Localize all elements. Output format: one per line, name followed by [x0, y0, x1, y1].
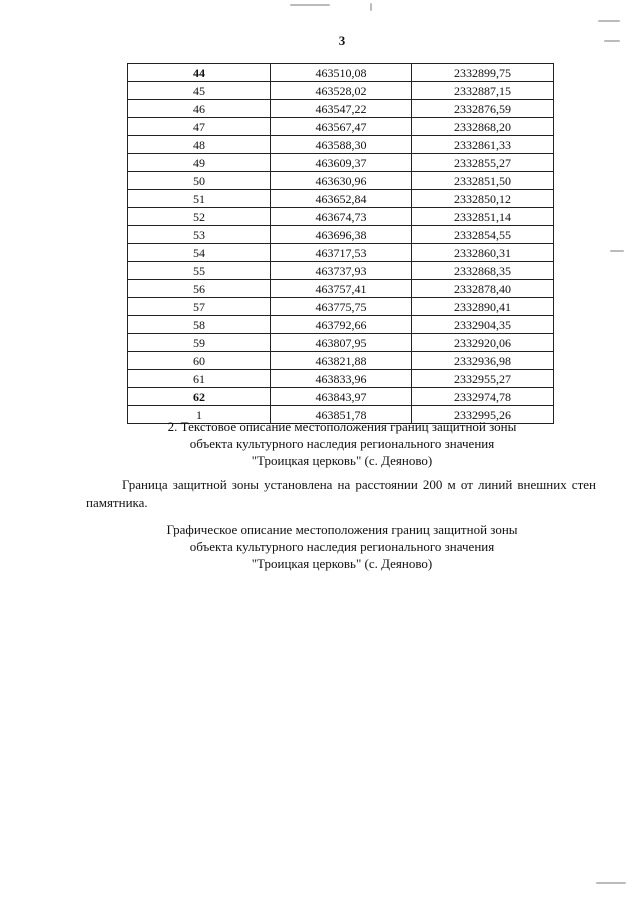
x-coordinate-cell: 463821,88 — [271, 352, 412, 370]
x-coordinate-cell: 463737,93 — [271, 262, 412, 280]
y-coordinate-cell: 2332887,15 — [412, 82, 554, 100]
x-coordinate-cell: 463717,53 — [271, 244, 412, 262]
coordinates-table — [127, 63, 554, 424]
table-row — [128, 190, 554, 208]
x-coordinate-cell: 463696,38 — [271, 226, 412, 244]
boundary-paragraph-line-2: памятника. — [86, 495, 148, 510]
y-coordinate-cell: 2332854,55 — [412, 226, 554, 244]
point-number-cell: 59 — [128, 334, 271, 352]
page-number: 3 — [338, 33, 346, 48]
point-number-cell: 61 — [128, 370, 271, 388]
table-row — [128, 64, 554, 82]
section-3-heading — [60, 521, 624, 572]
boundary-paragraph — [86, 476, 596, 512]
point-number-cell: 55 — [128, 262, 271, 280]
table-row — [128, 316, 554, 334]
x-coordinate-cell: 463757,41 — [271, 280, 412, 298]
table-row — [128, 334, 554, 352]
scan-artifact — [596, 882, 626, 884]
table-row — [128, 100, 554, 118]
scan-artifact — [598, 20, 620, 22]
y-coordinate-cell: 2332899,75 — [412, 64, 554, 82]
point-number-cell: 1 — [128, 406, 271, 424]
y-coordinate-cell: 2332851,14 — [412, 208, 554, 226]
y-coordinate-cell: 2332868,35 — [412, 262, 554, 280]
section-3-heading-line-3: "Троицкая церковь" (с. Деяново) — [251, 556, 433, 571]
scan-artifact — [290, 4, 330, 6]
y-coordinate-cell: 2332878,40 — [412, 280, 554, 298]
point-number-cell: 44 — [128, 64, 271, 82]
table-row — [128, 172, 554, 190]
point-number-cell: 56 — [128, 280, 271, 298]
y-coordinate-cell: 2332860,31 — [412, 244, 554, 262]
y-coordinate-cell: 2332936,98 — [412, 352, 554, 370]
point-number-cell: 57 — [128, 298, 271, 316]
point-number-cell: 58 — [128, 316, 271, 334]
table-row — [128, 154, 554, 172]
scan-artifact — [604, 40, 620, 42]
table-row — [128, 280, 554, 298]
x-coordinate-cell: 463792,66 — [271, 316, 412, 334]
point-number-cell: 51 — [128, 190, 271, 208]
y-coordinate-cell: 2332904,35 — [412, 316, 554, 334]
x-coordinate-cell: 463674,73 — [271, 208, 412, 226]
point-number-cell: 53 — [128, 226, 271, 244]
y-coordinate-cell: 2332955,27 — [412, 370, 554, 388]
x-coordinate-cell: 463833,96 — [271, 370, 412, 388]
table-row — [128, 82, 554, 100]
x-coordinate-cell: 463630,96 — [271, 172, 412, 190]
point-number-cell: 47 — [128, 118, 271, 136]
point-number-cell: 62 — [128, 388, 271, 406]
x-coordinate-cell: 463510,08 — [271, 64, 412, 82]
table-row — [128, 262, 554, 280]
y-coordinate-cell: 2332876,59 — [412, 100, 554, 118]
table-row — [128, 118, 554, 136]
scan-artifact — [370, 3, 372, 11]
point-number-cell: 45 — [128, 82, 271, 100]
table-row — [128, 352, 554, 370]
point-number-cell: 48 — [128, 136, 271, 154]
point-number-cell: 50 — [128, 172, 271, 190]
x-coordinate-cell: 463588,30 — [271, 136, 412, 154]
x-coordinate-cell: 463609,37 — [271, 154, 412, 172]
table-row — [128, 226, 554, 244]
point-number-cell: 49 — [128, 154, 271, 172]
y-coordinate-cell: 2332851,50 — [412, 172, 554, 190]
point-number-cell: 60 — [128, 352, 271, 370]
scan-artifact — [610, 250, 624, 252]
table-row — [128, 136, 554, 154]
y-coordinate-cell: 2332855,27 — [412, 154, 554, 172]
x-coordinate-cell: 463652,84 — [271, 190, 412, 208]
section-2-heading — [60, 418, 624, 469]
y-coordinate-cell: 2332850,12 — [412, 190, 554, 208]
table-row — [128, 298, 554, 316]
x-coordinate-cell: 463547,22 — [271, 100, 412, 118]
x-coordinate-cell: 463775,75 — [271, 298, 412, 316]
table-row — [128, 208, 554, 226]
y-coordinate-cell: 2332995,26 — [412, 406, 554, 424]
boundary-paragraph-line-1: Граница защитной зоны установлена на расстоянии 200 м от линий внешних стен — [122, 477, 596, 492]
section-2-heading-line-2: объекта культурного наследия регионального значения — [189, 436, 495, 451]
section-3-heading-line-1: Графическое описание местоположения границ защитной зоны — [166, 522, 518, 537]
y-coordinate-cell: 2332974,78 — [412, 388, 554, 406]
table-row — [128, 244, 554, 262]
point-number-cell: 46 — [128, 100, 271, 118]
y-coordinate-cell: 2332890,41 — [412, 298, 554, 316]
point-number-cell: 54 — [128, 244, 271, 262]
y-coordinate-cell: 2332861,33 — [412, 136, 554, 154]
coordinates-table-body — [128, 64, 554, 424]
table-row — [128, 388, 554, 406]
x-coordinate-cell: 463807,95 — [271, 334, 412, 352]
y-coordinate-cell: 2332920,06 — [412, 334, 554, 352]
x-coordinate-cell: 463843,97 — [271, 388, 412, 406]
x-coordinate-cell: 463851,78 — [271, 406, 412, 424]
x-coordinate-cell: 463528,02 — [271, 82, 412, 100]
section-3-heading-line-2: объекта культурного наследия регионального значения — [189, 539, 495, 554]
table-row — [128, 370, 554, 388]
section-2-heading-line-3: "Троицкая церковь" (с. Деяново) — [251, 453, 433, 468]
point-number-cell: 52 — [128, 208, 271, 226]
section-2-heading-line-1: 2. Текстовое описание местоположения границ защитной зоны — [167, 419, 517, 434]
y-coordinate-cell: 2332868,20 — [412, 118, 554, 136]
x-coordinate-cell: 463567,47 — [271, 118, 412, 136]
